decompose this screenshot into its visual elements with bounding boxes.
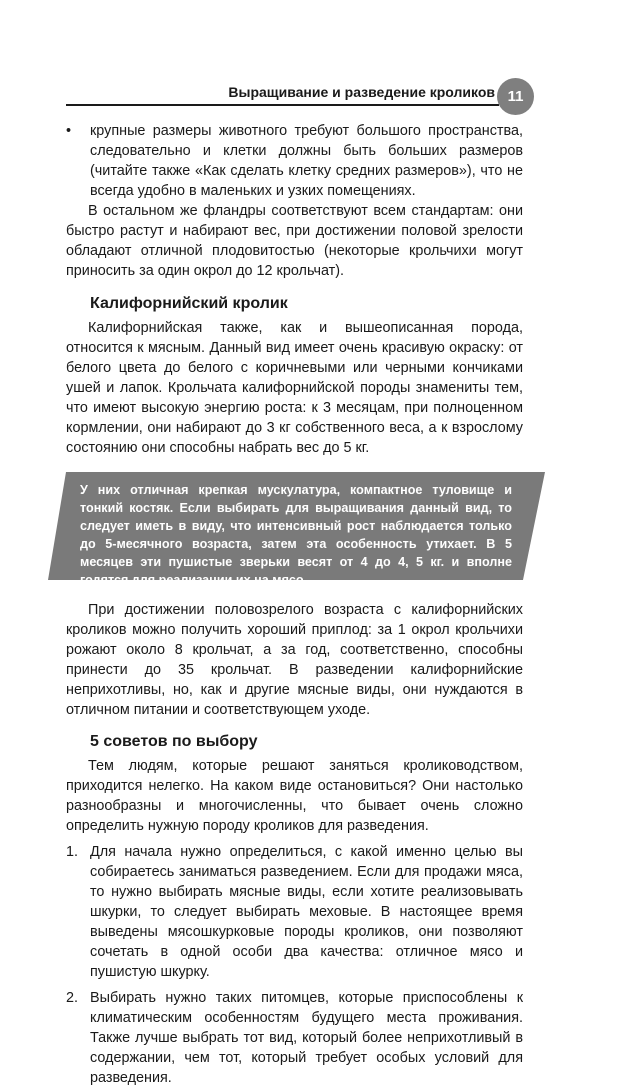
bullet-text: крупные размеры животного требуют большого пространства, следовательно и клетки должны быть больших размеров (читайте также «Как сделать клетку средних размеров»), что не всегда удобно в маленьких и узких помещениях. (90, 123, 523, 199)
list-number: 1. (66, 844, 79, 860)
california-paragraph-2: При достижении половозрелого возраста с калифорнийских кроликов можно получить хороший приплод: за 1 окрол крольчихи рожают около 8 крольчат, а за год, соответственно, способны принести до 35 крольчат. В разведении калифорнийские неприхотливы, но, как и другие мясные виды, они нуждаются в отличном питании и соответствующем уходе. (66, 602, 523, 718)
section-heading-california: Калифорнийский кролик (90, 295, 288, 312)
header-rule (66, 104, 499, 106)
list-item-text: Выбирать нужно таких питомцев, которые приспособлены к климатическим особенностям будущего места проживания. Также лучше выбрать тот вид, который более неприхотливый в содержании, чем тот, который требует особых условий для разведения. (90, 990, 523, 1086)
numbered-list-item (66, 988, 523, 1088)
intro-paragraph: В остальном же фландры соответствуют всем стандартам: они быстро растут и набирают вес, при достижении половой зрелости обладают отличной плодовитостью (некоторые крольчихи могут приносить за один окрол до 12 крольчат). (66, 203, 523, 279)
california-paragraph: Калифорнийская также, как и вышеописанная порода, относится к мясным. Данный вид имеет очень красивую окраску: от белого цвета до белого с коричневыми или черными кончиками ушей и лапок. Крольчата калифорнийской породы знамениты тем, что имеют высокую энергию роста: к 3 месяцам, при полноценном кормлении, они набирают до 3 кг собственного веса, а к взрослому состоянию они способны набрать вес до 5 кг. (66, 320, 523, 456)
running-header-title: Выращивание и разведение кроликов (228, 84, 495, 100)
callout-box (66, 472, 523, 587)
tips-intro-paragraph: Тем людям, которые решают заняться кролиководством, приходится нелегко. На каком виде остановиться? Они настолько разнообразны и многочисленны, что бывает очень сложно определить нужную породу кроликов для разведения. (66, 758, 523, 834)
list-number: 2. (66, 990, 79, 1006)
bullet-list-item (66, 121, 523, 201)
page-number-badge: 11 (497, 78, 534, 115)
body-text (66, 121, 523, 1088)
callout-right-bevel (523, 472, 545, 580)
list-item-text: Для начала нужно определиться, с какой именно целью вы собираетесь заниматься разведением. Если для продажи мяса, то нужно выбирать мясные виды, если хотите реализовывать шкурки, то следует выбирать меховые. В настоящее время выведены мясошкурковые породы кроликов, они позволяют сочетать в одной особи два качества: отличное мясо и пушистую шкурку. (90, 844, 523, 980)
bullet-marker: • (66, 123, 72, 139)
numbered-list-item (66, 842, 523, 982)
callout-left-bevel (48, 472, 66, 580)
section-heading-tips: 5 советов по выбору (90, 733, 258, 750)
callout-text: У них отличная крепкая мускулатура, компактное туловище и тонкий костяк. Если выбирать для выращивания данный вид, то следует иметь в виду, что интенсивный рост наблюдается только до 5-месячного возраста, затем эта особенность утихает. В 5 месяцев эти пушистые зверьки весят от 4 до 4, 5 кг. и вполне годятся для реализации их на мясо. (80, 483, 512, 587)
